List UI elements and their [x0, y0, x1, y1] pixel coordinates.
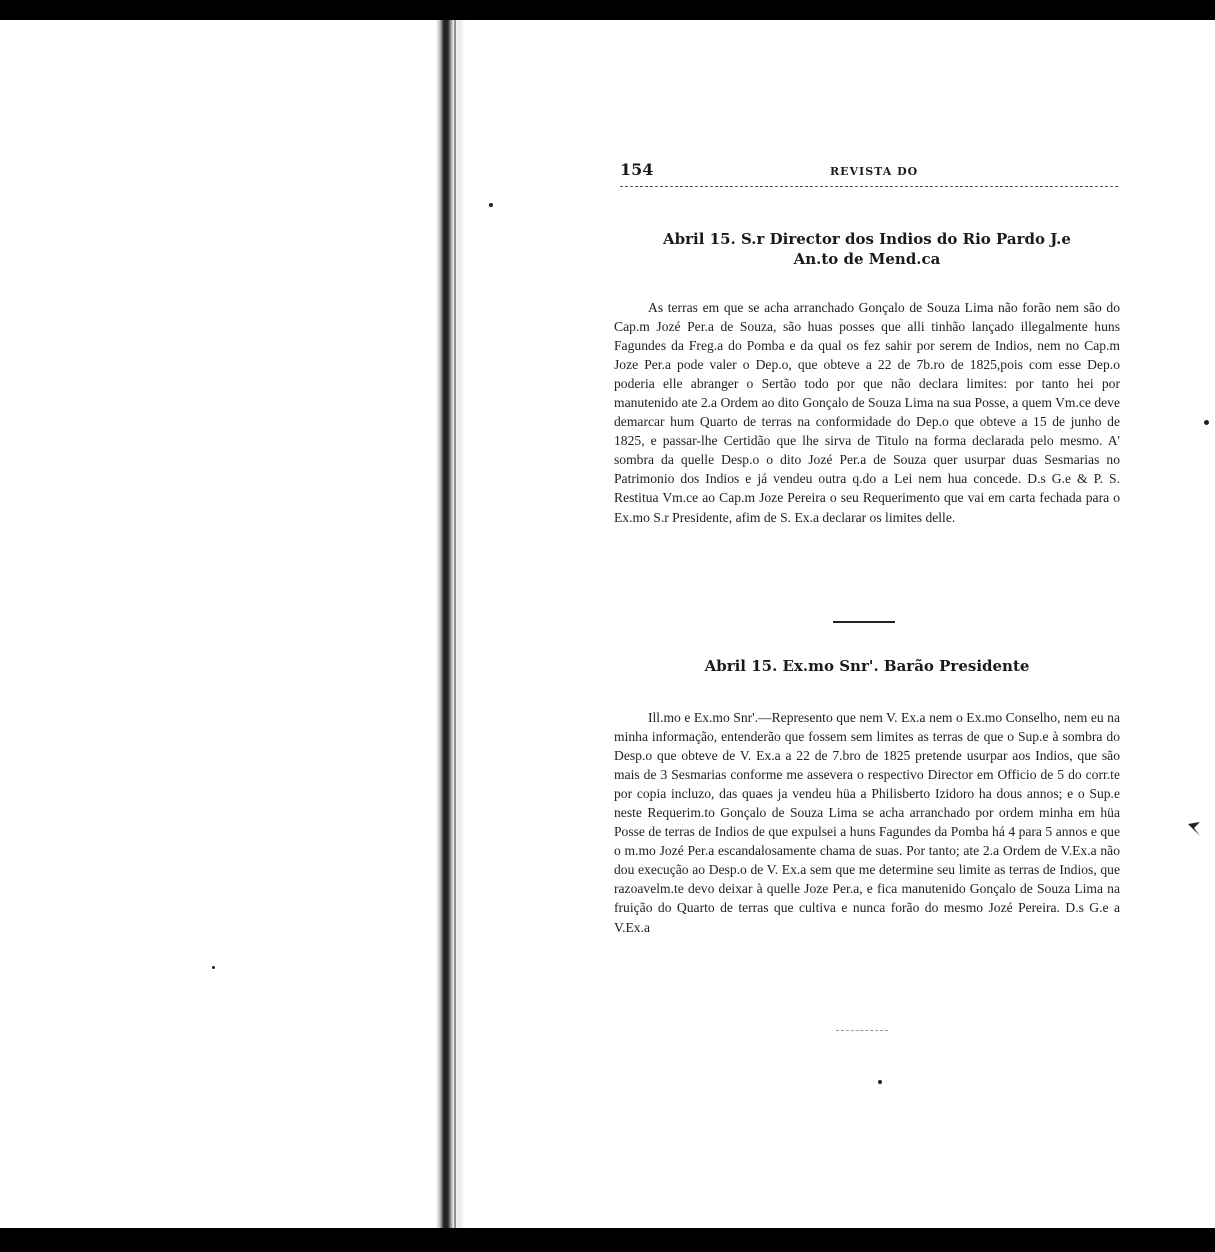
- letter-heading: [614, 229, 1120, 269]
- book-gutter: [436, 20, 466, 1228]
- scan-speck: [878, 1080, 882, 1084]
- page-number: 154: [620, 160, 654, 179]
- scan-speck: [212, 966, 215, 969]
- page-header: [620, 160, 1118, 188]
- end-rule: [836, 1030, 888, 1031]
- margin-mark-icon: [1186, 818, 1202, 838]
- running-title: REVISTA DO: [830, 165, 919, 178]
- scan-speck: [1204, 420, 1209, 425]
- header-rule: [620, 186, 1118, 187]
- scan-speck: [489, 203, 493, 207]
- letter-heading-line: Abril 15. S.r Director dos Indios do Rio Pardo J.e: [663, 230, 1071, 248]
- letter-body: As terras em que se acha arranchado Gonçalo de Souza Lima não forão nem são do Cap.m Jozé Per.a de Souza, são huas posses que alli tinhão lançado illegalmente huns Fagundes da Freg.a do Pomba e da qual os fez sahir por serem de Indios, nem no Cap.m Joze Per.a pode valer o Dep.o, que obteve a 22 de 7b.ro de 1825,pois com esse Dep.o poderia elle abranger o Sertão todo por que não declara limites: por tanto hei por manutenido ate 2.a Ordem ao dito Gonçalo de Souza Lima na sua Posse, a quem Vm.ce deve demarcar hum Quarto de terras na conformidade do Dep.o que obteve a 15 de junho de 1825, e passar-lhe Certidão que lhe sirva de Titulo na forma declarada pelo mesmo. A' sombra da quelle Desp.o o dito Jozé Per.a de Souza quer usurpar duas Sesmarias no Patrimonio dos Indios e já vendeu outra q.do a Lei nem hua concede. D.s G.e & P. S. Restitua Vm.ce ao Cap.m Joze Pereira o seu Requerimento que vai em carta fechada para o Ex.mo S.r Presidente, afim de S. Ex.a declarar os limites delle.: [614, 300, 1120, 525]
- gutter-fold-line: [454, 20, 456, 1228]
- letter-heading: Abril 15. Ex.mo Snr'. Barão Presidente: [704, 657, 1030, 675]
- letter-heading-line: An.to de Mend.ca: [793, 250, 941, 268]
- letter-body: Ill.mo e Ex.mo Snr'.—Represento que nem V. Ex.a nem o Ex.mo Conselho, nem eu na minha informação, entenderão que fossem sem limites as terras de que o Sup.e à sombra do Desp.o que obteve de V. Ex.a a 22 de 7.bro de 1825 pretende usurpar aos Indios, que são mais de 3 Sesmarias conforme me assevera o respectivo Director em Officio de 5 do corr.te por copia incluzo, das quaes ja vendeu hüa a Philisberto Izidoro ha dous annos; e o Sup.e neste Requerim.to Gonçalo de Souza Lima se acha arranchado por ordem minha em hüa Posse de terras de Indios de que expulsei a huns Fagundes da Pomba há 4 para 5 annos e que o m.mo Jozé Per.a escandalosamente chama de suas. Por tanto; ate 2.a Ordem de V.Ex.a não dou execução ao Desp.o de V. Ex.a sem que me determine seu limite as terras de Indios, que razoavelm.te devo deixar à quelle Joze Per.a, e fica manutenido Gonçalo de Souza Lima na fruição do Quarto de terras que cultiva e nunca forão do mesmo Jozé Pereira. D.s G.e a V.Ex.a: [614, 710, 1120, 935]
- section-divider: [833, 621, 895, 623]
- scan-top-border: [0, 0, 1215, 20]
- scan-bottom-border: [0, 1228, 1215, 1252]
